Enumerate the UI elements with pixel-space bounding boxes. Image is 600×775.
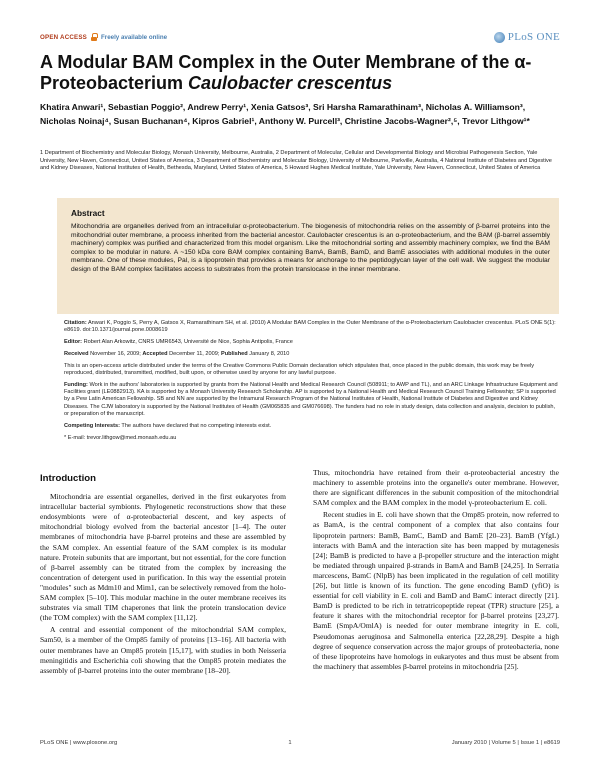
editor-label: Editor: [64, 339, 83, 346]
citation-label: Citation: [64, 320, 87, 326]
paragraph: A central and essential component of the mitochondrial SAM complex, Sam50, is a member of the Omp85 family of proteins [13–16]. All bacteria with outer membranes have an Omp85 protein [15,17], with studies in both Neisseria meningitidis and Escherichia coli showing that the Omp85 protein mediates the assembly of β-barrel proteins into the outer membrane [18–20]. [40, 625, 286, 675]
abstract-box [57, 198, 559, 314]
corresponding-email: * E-mail: trevor.lithgow@med.monash.edu.au [64, 434, 177, 441]
received-date: November 16, 2009; [90, 350, 141, 357]
citation-text: Anwari K, Poggio S, Perry A, Gatsos X, Ramarathinam SH, et al. (2010) A Modular BAM Complex in the Outer Membrane of the α-Proteobacterium Caulobacter crescentus. PLoS ONE 5(1): e8619. doi:10.1371/journal.pone.0008619 [64, 320, 556, 334]
article-title [40, 52, 560, 94]
body-column-right [313, 468, 559, 674]
open-access-label: OPEN ACCESS [40, 33, 88, 41]
copyright: This is an open-access article distributed under the terms of the Creative Commons Public Domain declaration which stipulates that, once placed in the public domain, this work may be freely reproduced, distributed, transmitted, modified, built upon, or otherwise used by anyone for any lawful purpose. [64, 362, 535, 376]
funding [64, 382, 560, 418]
footer-issue: January 2010 | Volume 5 | Issue 1 | e8619 [451, 740, 560, 746]
journal-logo-text: PLoS ONE [507, 31, 560, 43]
free-available-label: Freely available online [101, 33, 168, 41]
published-label: Published [220, 350, 248, 357]
journal-logo [494, 31, 560, 43]
title-species: Caulobacter crescentus [188, 73, 393, 93]
competing-interests [64, 423, 560, 430]
abstract-text: Mitochondria are organelles derived from an intracellular α-proteobacterium. The biogenesis of mitochondria relies on the assembly of β-barrel proteins into the mitochondrial outer membrane, a process inherited from the bacterial ancestor. Caulobacter crescentus is an α-proteobacterium, and the BAM (β-barrel assembly machinery) complex was purified and characterized from this model organism. Like the mitochondrial sorting and assembly machinery complex, we find the BAM complex to be modular in nature. A ~150 kDa core BAM complex containing BamA, BamB, BamD, and BamE associates with additional modules in the outer membrane. One of these modules, Pal, is a lipoprotein that provides a means for anchorage to the peptidoglycan layer of the cell wall. We suggest the modular design of the BAM complex facilitates access to substrates from the protein translocase in the inner membrane. [71, 223, 550, 273]
paragraph: Mitochondria are essential organelles, derived in the first eukaryotes from intracellular bacterial symbionts. Phylogenetic reconstructions show that these endosymbionts were of α-proteobacterial descent, and key aspects of mitochondrial biology evolved from the bacterial ancestor [1–4]. The outer membranes of mitochondria have β-barrel proteins and these are assembled by the SAM complex. An essential feature of the SAM complex is its modular nature. Protein subunits that are important, but not essential, for the core function of β-barrel assembly can be titrated from the complex by increasing the concentration of detergent used in purification. In this way the essential protein "modules" such as Mdm10 and Mim1, can be selectively removed from the holo-SAM complex [5–10]. This modular machine in the outer membrane receives its substrates via small TIM chaperones that link the protein translocation device (the TOM complex) with the SAM complex [11,12]. [40, 492, 286, 623]
received-label: Received [64, 350, 89, 357]
published-date: January 8, 2010 [249, 350, 290, 357]
accepted-label: Accepted [142, 350, 168, 357]
editor [64, 339, 560, 346]
page-number: 1 [288, 740, 292, 746]
accepted-date: December 11, 2009; [169, 350, 220, 357]
introduction-heading: Introduction [40, 473, 96, 484]
competing-text: The authors have declared that no competing interests exist. [121, 422, 272, 429]
dates [64, 351, 560, 358]
footer-journal: PLoS ONE | www.plosone.org [40, 740, 118, 746]
funding-text: Work in the authors' laboratories is supported by grants from the National Health and Medical Research Council (508911; to AWP and TL), and an ARC Linkage Infrastructure Equipment and Facilities grant (LE0882913). KA is supported by a Monash University Research Scholarship. AP is supported by a National Health and Medical Research Council Training Fellowship; SP is supported by a Pew Latin American Fellowship. SB and NN are supported by the Intramural Research Program of the National Institutes of Health, National Institute of Diabetes and Digestive and Kidney Diseases. The CJW laboratory is supported by the National Institutes of Health (GM065835 and GM076698). The funders had no role in study design, data collection and analysis, decision to publish, or preparation of the manuscript. [64, 381, 558, 417]
page-footer [40, 737, 560, 749]
citation [64, 320, 560, 335]
article-metadata [64, 320, 560, 446]
abstract-heading: Abstract [71, 208, 105, 218]
paragraph: Thus, mitochondria have retained from their α-proteobacterial ancestry the machinery to assemble proteins into the organelle's outer membrane. However, there are significant differences in the subunit composition of the mitochondrial SAM complex and the BAM complex in the model γ-proteobacterium E. coli. [313, 468, 559, 508]
plos-sphere-icon [494, 32, 505, 43]
funding-label: Funding: [64, 381, 88, 388]
journal-header [40, 30, 560, 44]
affiliations: 1 Department of Biochemistry and Molecular Biology, Monash University, Melbourne, Australia, 2 Department of Molecular, Cellular and Developmental Biology and Microbial Pathogenesis Section, Yale University, New Haven, Connecticut, United States of America, 3 Department of Biochemistry and Molecular Biology, University of Melbourne, Parkville, Australia, 4 National Institute of Diabetes and Digestive and Kidney Diseases, National Institutes of Health, Bethesda, Maryland, United States of America, 5 Howard Hughes Medical Institute, Yale University, New Haven, Connecticut, United States of America [40, 150, 552, 172]
editor-text: Robert Alan Arkowitz, CNRS UMR6543, Université de Nice, Sophia Antipolis, France [83, 339, 293, 346]
body-column-left [40, 474, 286, 678]
title-main: A Modular BAM Complex in the Outer Membrane of the α-Proteobacterium [40, 52, 532, 93]
competing-label: Competing Interests: [64, 422, 120, 429]
author-list: Khatira Anwari¹, Sebastian Poggio², Andrew Perry¹, Xenia Gatsos³, Sri Harsha Ramarathinam³, Nicholas A. Williamson³, Nicholas Noinaj⁴, Susan Buchanan⁴, Kipros Gabriel¹, Anthony W. Purcell³, Christine Jacobs-Wagner²,⁵, Trevor Lithgow¹* [40, 102, 530, 126]
paragraph: Recent studies in E. coli have shown that the Omp85 protein, now referred to as BamA, is the central component of a complex that also contains four lipoprotein partners: BamB, BamC, BamD and BamE [20–23]. BamB (YfgL) interacts with BamA and the interaction site has been mapped by mutagenesis [24]; BamB is predicted to have a β-propeller structure and the interaction might be mediated through unpaired β-strands in BamA and BamB [24,25]. In Serratia marcescens, BamC (NlpB) has been implicated in the regulation of cell motility [26], but little is known of its function. The gene encoding BamD (yfiO) is essential for cell viability in E. coli and BamD and BamC interact directly [21]. BamD is predicted to be rich in tetratricopeptide repeat (TPR) structure [25], a feature it shares with the mitochondrial receptor for β-barrel proteins [23,27]. BamE (SmpA/OmlA) is needed for outer membrane integrity in E. coli, Pseudomonas aeruginosa and Salmonella enterica [22,28,29]. Despite a high degree of sequence conservation across the major groups of proteobacteria, none of these lipoproteins have homologs in eukaryotes and thus must be absent from the machinery that assembles β-barrel proteins in mitochondria [25]. [313, 510, 559, 671]
open-access-badge [40, 33, 167, 41]
open-lock-icon [91, 33, 97, 41]
